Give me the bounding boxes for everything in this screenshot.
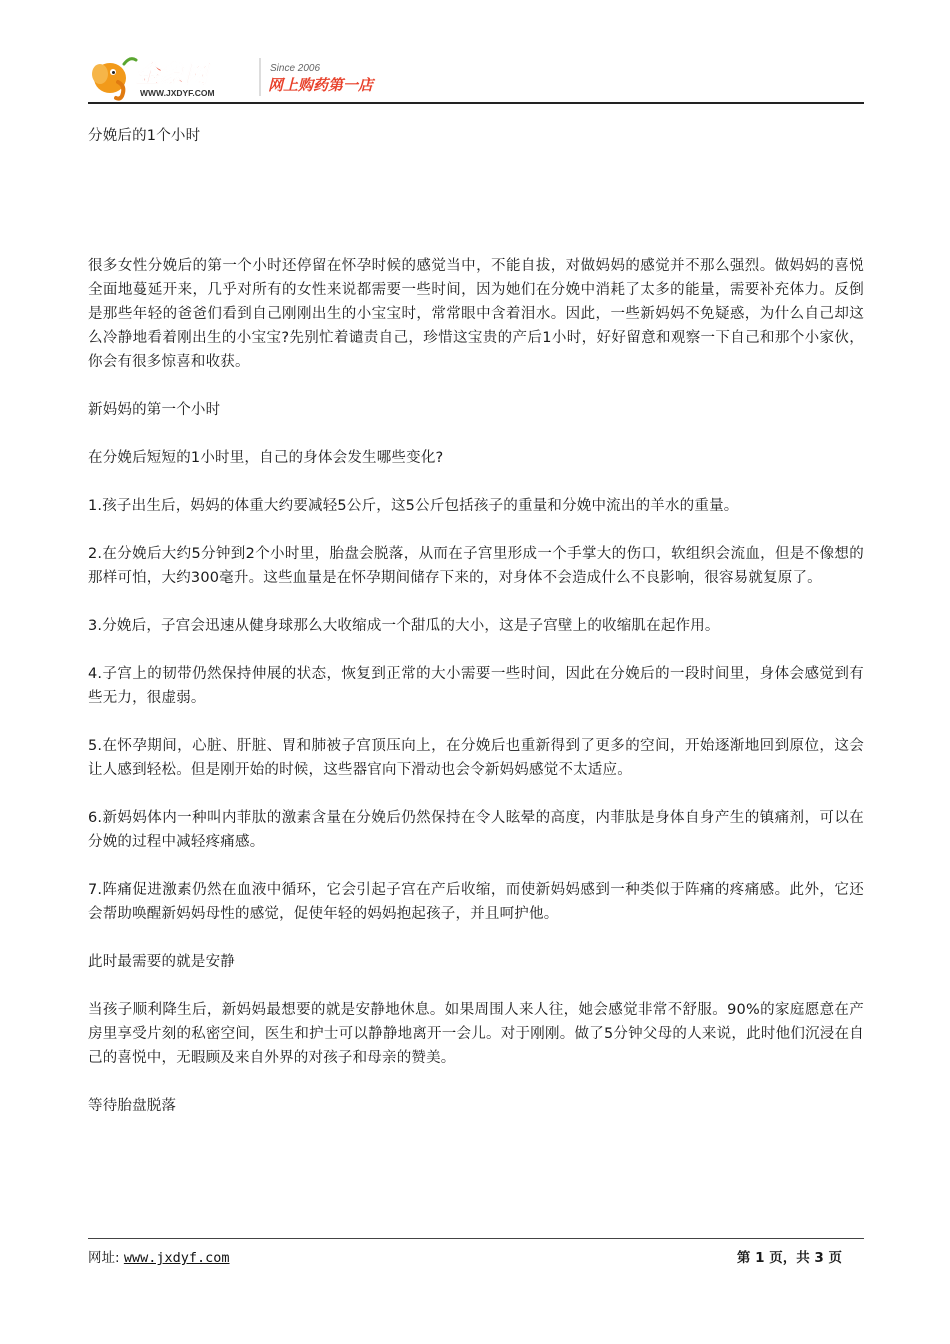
point-5: 5.在怀孕期间，心脏、肝脏、胃和肺被子宫顶压向上，在分娩后也重新得到了更多的空间，开始逐渐地回到原位，这会让人感到轻松。但是刚开始的时候，这些器官向下滑动也会令新妈妈感觉不太适应。: [88, 738, 864, 778]
point-6: 6.新妈妈体内一种叫内菲肽的激素含量在分娩后仍然保持在令人眩晕的高度，内菲肽是身体自身产生的镇痛剂，可以在分娩的过程中减轻疼痛感。: [88, 810, 864, 850]
footer-url-link[interactable]: www.jxdyf.com: [123, 1250, 230, 1266]
section-question: 在分娩后短短的1小时里，自己的身体会发生哪些变化?: [88, 450, 444, 466]
footer-website: [88, 1246, 230, 1266]
intro-paragraph: 很多女性分娩后的第一个小时还停留在怀孕时候的感觉当中，不能自拔，对做妈妈的感觉并不那么强烈。做妈妈的喜悦全面地蔓延开来，几乎对所有的女性来说都需要一些时间，因为她们在分娩中消耗了太多的能量，需要补充体力。反倒是那些年轻的爸爸们看到自己刚刚出生的小宝宝时，常常眼中含着泪水。因此，一些新妈妈不免疑惑，为什么自己却这么冷静地看着刚出生的小宝宝?先别忙着谴责自己，珍惜这宝贵的产后1小时，好好留意和观察一下自己和那个小家伙，你会有很多惊喜和收获。: [88, 258, 864, 370]
header-divider: [88, 102, 864, 104]
logo-url-text: WWW.JXDYF.COM: [140, 88, 215, 98]
logo-brand-text: 金象网: [136, 61, 208, 88]
footer-url-label: 网址:: [88, 1250, 120, 1266]
page-footer: [88, 1246, 864, 1268]
point-2: 2.在分娩后大约5分钟到2个小时里，胎盘会脱落，从而在子宫里形成一个手掌大的伤口，软组织会流血，但是不像想的那样可怕，大约300毫升。这些血量是在怀孕期间储存下来的，对身体不会造成什么不良影响，很容易就复原了。: [88, 546, 864, 586]
point-1: 1.孩子出生后，妈妈的体重大约要减轻5公斤，这5公斤包括孩子的重量和分娩中流出的羊水的重量。: [88, 498, 739, 514]
article-body: [88, 124, 864, 1118]
article-title: 分娩后的1个小时: [88, 128, 201, 144]
page-header: [88, 52, 864, 104]
quiet-paragraph: 当孩子顺利降生后，新妈妈最想要的就是安静地休息。如果周围人来人往，她会感觉非常不舒服。90%的家庭愿意在产房里享受片刻的私密空间，医生和护士可以静静地离开一会儿。对于刚刚。做了5分钟父母的人来说，此时他们沉浸在自己的喜悦中，无暇顾及来自外界的对孩子和母亲的赞美。: [88, 1002, 864, 1066]
footer-divider: [88, 1238, 864, 1239]
page-number: 第 1 页，共 3 页: [736, 1250, 842, 1266]
jxdyf-logo: [88, 52, 388, 102]
section-heading-first-hour: 新妈妈的第一个小时: [88, 402, 221, 418]
section-heading-placenta: 等待胎盘脱落: [88, 1098, 177, 1114]
point-7: 7.阵痛促进激素仍然在血液中循环，它会引起子宫在产后收缩，而使新妈妈感到一种类似于阵痛的疼痛感。此外，它还会帮助唤醒新妈妈母性的感觉，促使年轻的妈妈抱起孩子，并且呵护他。: [88, 882, 864, 922]
point-3: 3.分娩后，子宫会迅速从健身球那么大收缩成一个甜瓜的大小，这是子宫壁上的收缩肌在起作用。: [88, 618, 720, 634]
section-heading-quiet: 此时最需要的就是安静: [88, 954, 235, 970]
elephant-mascot-icon: [92, 59, 136, 99]
logo-slogan-text: 网上购药第一店: [268, 76, 374, 94]
logo-since-text: Since 2006: [270, 63, 321, 74]
point-4: 4.子宫上的韧带仍然保持伸展的状态，恢复到正常的大小需要一些时间，因此在分娩后的一段时间里，身体会感觉到有些无力，很虚弱。: [88, 666, 864, 706]
